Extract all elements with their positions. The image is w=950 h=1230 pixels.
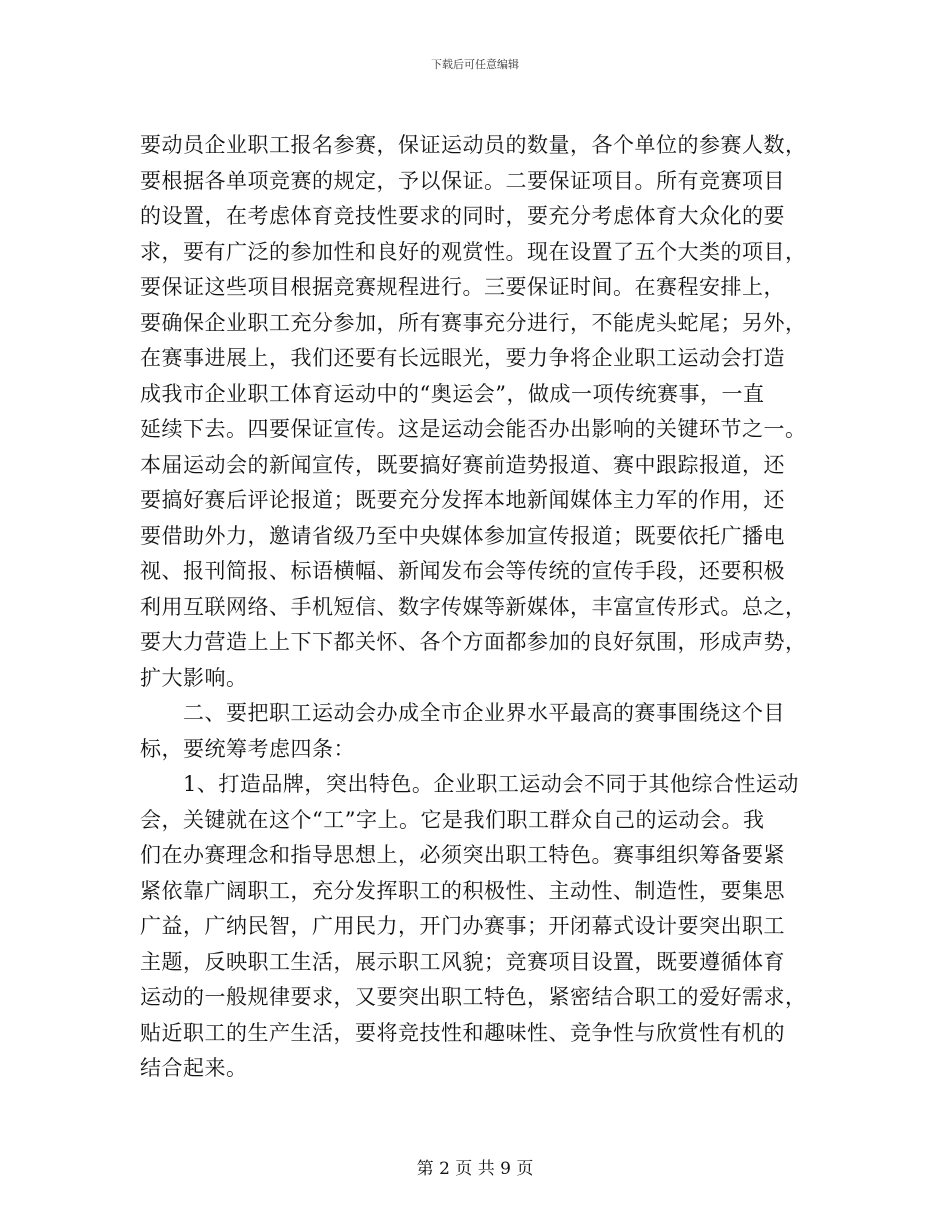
page-number: 第 2 页 共 9 页 <box>416 1159 534 1179</box>
text-line: 要搞好赛后评论报道；既要充分发挥本地新闻媒体主力军的作用，还 <box>140 488 785 512</box>
text-line: 本届运动会的新闻宣传，既要搞好赛前造势报道、赛中跟踪报道，还 <box>140 452 785 477</box>
text-line: 利用互联网络、手机短信、数字传媒等新媒体，丰富宣传形式。总之， <box>140 594 807 619</box>
text-line: 成我市企业职工体育运动中的“奥运会”，做成一项传统赛事，一直 <box>140 381 765 406</box>
text-line: 的设置，在考虑体育竞技性要求的同时，要充分考虑体育大众化的要 <box>140 204 785 228</box>
text-line: 们在办赛理念和指导思想上，必须突出职工特色。赛事组织筹备要紧 <box>140 843 785 867</box>
text-line: 要大力营造上上下下都关怀、各个方面都参加的良好氛围，形成声势， <box>140 630 807 654</box>
text-line: 要动员企业职工报名参赛，保证运动员的数量，各个单位的参赛人数， <box>140 133 807 157</box>
text-line: 1、打造品牌，突出特色。企业职工运动会不同于其他综合性运动 <box>140 772 799 796</box>
text-line: 视、报刊简报、标语横幅、新闻发布会等传统的宣传手段，还要积极 <box>140 559 785 583</box>
text-line: 要借助外力，邀请省级乃至中央媒体参加宣传报道；既要依托广播电 <box>140 523 785 548</box>
text-line: 要保证这些项目根据竞赛规程进行。三要保证时间。在赛程安排上， <box>140 275 785 299</box>
text-line: 标，要统筹考虑四条： <box>140 736 355 761</box>
text-line: 主题，反映职工生活，展示职工风貌；竞赛项目设置，既要遵循体育 <box>140 949 785 974</box>
text-line: 求，要有广泛的参加性和良好的观赏性。现在设置了五个大类的项目， <box>140 239 807 264</box>
text-line: 紧依靠广阔职工，充分发挥职工的积极性、主动性、制造性，要集思 <box>140 878 785 903</box>
text-line: 延续下去。四要保证宣传。这是运动会能否办出影响的关键环节之一。 <box>140 417 807 441</box>
document-body <box>140 128 812 1087</box>
text-line: 扩大影响。 <box>140 665 248 690</box>
text-line: 二、要把职工运动会办成全市企业界水平最高的赛事围绕这个目 <box>140 701 785 725</box>
text-line: 在赛事进展上，我们还要有长远眼光，要力争将企业职工运动会打造 <box>140 346 785 370</box>
text-line: 结合起来。 <box>140 1056 248 1080</box>
page-header: 下载后可任意编辑 <box>431 58 519 71</box>
text-line: 运动的一般规律要求，又要突出职工特色，紧密结合职工的爱好需求， <box>140 985 807 1009</box>
text-line: 会，关键就在这个“工”字上。它是我们职工群众自己的运动会。我 <box>140 807 765 832</box>
text-line: 要根据各单项竞赛的规定，予以保证。二要保证项目。所有竞赛项目 <box>140 168 785 193</box>
text-line: 贴近职工的生产生活，要将竞技性和趣味性、竞争性与欣赏性有机的 <box>140 1020 785 1045</box>
text-line: 要确保企业职工充分参加，所有赛事充分进行，不能虎头蛇尾；另外， <box>140 310 807 335</box>
text-line: 广益，广纳民智，广用民力，开门办赛事；开闭幕式设计要突出职工 <box>140 914 785 938</box>
